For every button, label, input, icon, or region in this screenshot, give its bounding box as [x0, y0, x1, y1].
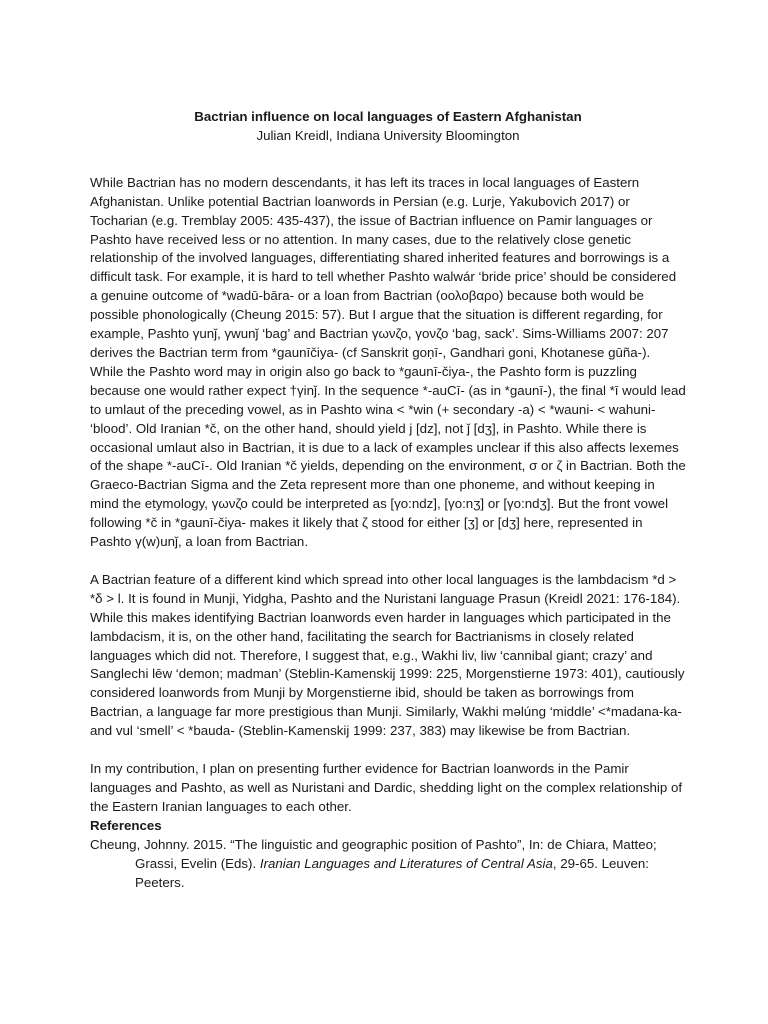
reference-text: Cheung, Johnny. 2015. “The linguistic and geographic position of Pashto”, In: de Chiara, Matteo; Grassi, Evelin (Eds).: [90, 836, 657, 871]
paragraph-3: In my contribution, I plan on presenting further evidence for Bactrian loanwords in the Pamir languages and Pashto, as well as Nuristani and Dardic, shedding light on the complex relationship of the Eastern Iranian languages to each other.: [90, 761, 683, 814]
references-heading: References: [90, 817, 162, 833]
document-title: Bactrian influence on local languages of Eastern Afghanistan: [194, 109, 582, 124]
author-line: Julian Kreidl, Indiana University Bloomington: [256, 127, 520, 143]
paragraph-1: While Bactrian has no modern descendants, it has left its traces in local languages of Eastern Afghanistan. Unlike potential Bactrian loanwords in Persian (e.g. Lurje, Yakubovich 2017) or Tocharian (e.g. Tremblay 2005: 435-437), the issue of Bactrian influence on Pamir languages or Pashto have received less or no attention. In many cases, due to the relatively close genetic relationship of the involved languages, differentiating shared inherited features and borrowings is a difficult task. For example, it is hard to tell whether Pashto walwár ‘bride price’ should be considered a genuine outcome of *wadū-bāra- or a loan from Bactrian (οολοβαρο) because both would be possible phonologically (Cheung 2015: 57). But I argue that the situation is different regarding, for example, Pashto γunǰ, γwunǰ ‘bag’ and Bactrian γωνζο, γονζο ‘bag, sack’. Sims-Williams 2007: 207 derives the Bactrian term from *gaunīčiya- (cf Sanskrit goṇī-, Gandhari goni, Khotanese gūña-). While the Pashto word may in origin also go back to *gaunī-čiya-, the Pashto form is puzzling because one would rather expect †γinǰ. In the sequence *-auCī- (as in *gaunī-), the final *ī would lead to umlaut of the preceding vowel, as in Pashto wina < *win (+ secondary -a) < *wauni- < wahuni- ‘blood’. Old Iranian *č, on the other hand, should yield j [dz], not ǰ [dʒ], in Pashto. While there is occasional umlaut also in Bactrian, it is due to a lack of examples unclear if this also affects lexemes of the shape *-auCī-. Old Iranian *č yields, depending on the environment, σ or ζ in Bactrian. Both the Graeco-Bactrian Sigma and the Zeta represent more than one phoneme, and without keeping in mind the etymology, γωνζο could be interpreted as [γo:ndz], [γo:nʒ] or [γo:ndʒ]. But the front vowel following *č in *gaunī-čiya- makes it likely that ζ stood for either [ʒ] or [dʒ] here, represented in Pashto γ(w)unǰ, a loan from Bactrian.: [90, 174, 686, 550]
reference-item: [90, 836, 686, 893]
document-page: [90, 108, 686, 892]
paragraph-2: A Bactrian feature of a different kind which spread into other local languages is the lambdacism *d > *δ > l. It is found in Munji, Yidgha, Pashto and the Nuristani language Prasun (Kreidl 2021: 176-184). While this makes identifying Bactrian loanwords even harder in languages which participated in the lambdacism, it is, on the other hand, facilitating the search for Bactrianisms in closely related languages which did not. Therefore, I suggest that, e.g., Wakhi liv, liw ‘cannibal giant; crazy’ and Sanglechi lēw ‘demon; madman’ (Steblin-Kamenskij 1999: 225, Morgenstierne 1973: 401), cautiously considered loanwords from Munji by Morgenstierne ibid, should be taken as borrowings from Bactrian, a language far more prestigious than Munji. Similarly, Wakhi məlúng ‘middle’ <*madana-ka- and vul ‘smell’ < *bauda- (Steblin-Kamenskij 1999: 237, 383) may likewise be from Bactrian.: [90, 571, 685, 739]
reference-tail: , 29-65. Leuven: Peeters.: [135, 855, 649, 890]
reference-book-title: Iranian Languages and Literatures of Central Asia: [259, 855, 553, 871]
